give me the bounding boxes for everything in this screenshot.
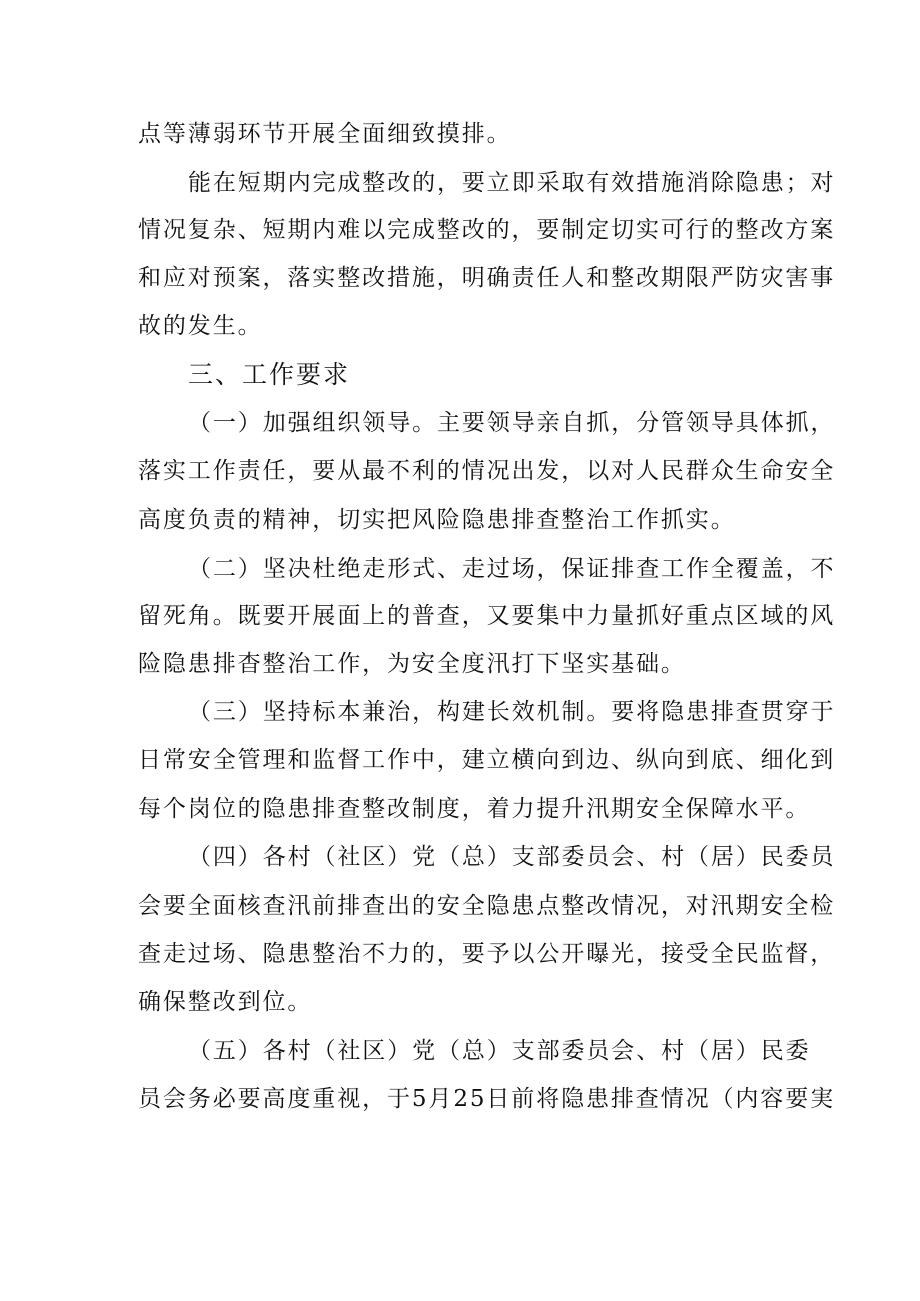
paragraph-line-first: （二）坚决杜绝走形式、走过场，保证排查工作全覆盖，不 xyxy=(188,556,836,582)
paragraph-line: 落实工作责任，要从最不利的情况出发，以对人民群众生命安全 xyxy=(138,458,836,484)
paragraph-line-first: （一）加强组织领导。主要领导亲自抓，分管领导具体抓， xyxy=(188,410,836,436)
paragraph-line: 员会务必要高度重视，于5月25日前将隐患排查情况（内容要実 xyxy=(138,1086,835,1112)
paragraph-line: 情况复杂、短期内难以完成整改的，要制定切实可行的整改方案 xyxy=(138,217,836,243)
paragraph-line-last: 确保整改到位。 xyxy=(138,989,313,1015)
paragraph-line-first: （三）坚持标本兼治，构建长效机制。要将隐患排查贯穿于 xyxy=(188,699,836,725)
paragraph-line: 留死角。既要开展面上的普查，又要集中力量抓好重点区域的风 xyxy=(138,603,836,629)
paragraph-line-first: 能在短期内完成整改的，要立即采取有效措施消除隐患；对 xyxy=(188,170,836,196)
paragraph-line-first: （四）各村（社区）党（总）支部委员会、村（居）民委员 xyxy=(188,844,836,870)
paragraph-line-first: （五）各村（社区）党（总）支部委员会、村（居）民委 xyxy=(188,1038,811,1064)
paragraph-line: 查走过场、隐患整治不力的，要予以公开曝光，接受全民监督， xyxy=(138,941,836,967)
paragraph-line-continuation: 点等薄弱环节开展全面细致摸排。 xyxy=(138,121,512,147)
paragraph-line-last: 险隐患排杳整治工作，为安全度汛打下坚实基础。 xyxy=(138,651,686,677)
paragraph-line: 会要全面核查汛前排查出的安全隐患点整改情况，对汛期安全检 xyxy=(138,893,836,919)
section-heading: 三、工作要求 xyxy=(188,360,351,389)
paragraph-line: 和应对预案，落实整改措施，明确责任人和整改期限严防灾害事 xyxy=(138,265,836,291)
paragraph-line-last: 故的发生。 xyxy=(138,313,263,339)
paragraph-line-last: 每个岗位的隐患排查整改制度，着力提升汛期安全保障水平。 xyxy=(138,796,811,822)
paragraph-line-last: 高度负责的精神，切实把风险隐患排查整治工作抓实。 xyxy=(138,507,736,533)
paragraph-line: 日常安全管理和监督工作中，建立横向到边、纵向到底、细化到 xyxy=(138,747,836,773)
